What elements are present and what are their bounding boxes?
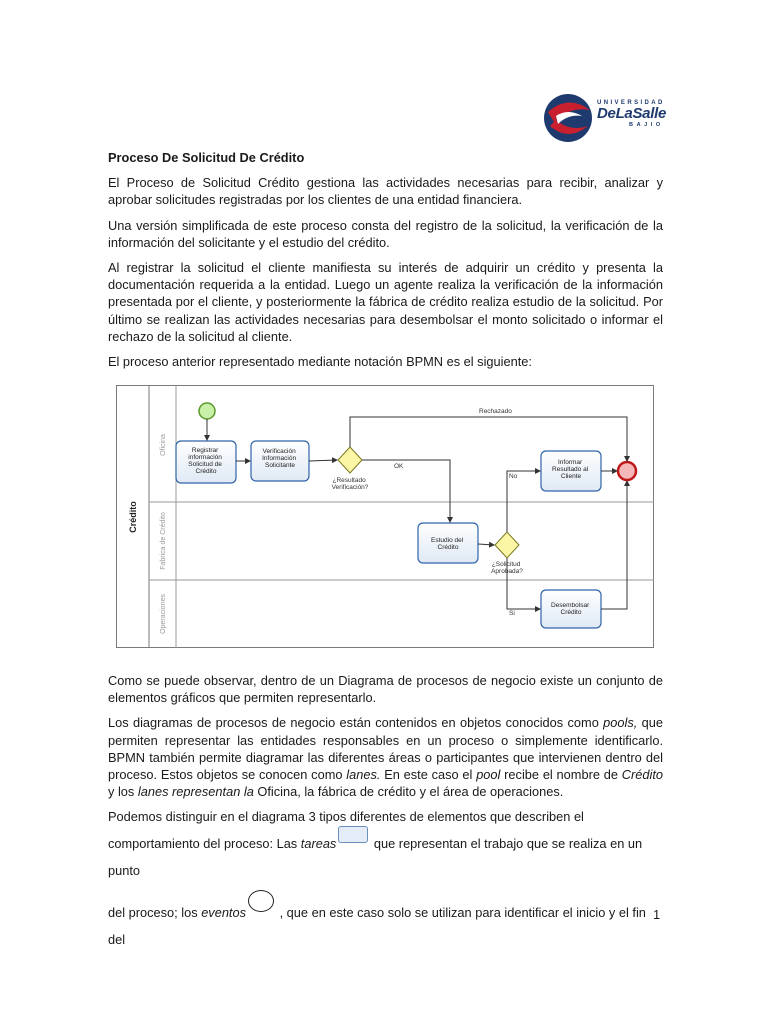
task-registrar-line2: información (188, 454, 222, 461)
document-body (108, 149, 663, 378)
pools-text-d: recibe el nombre de (500, 767, 622, 783)
task-verificacion-line1: Verificación (262, 448, 296, 455)
task-informar (541, 451, 601, 491)
pools-text-f: Oficina, la fábrica de crédito y el área de operaciones. (253, 784, 564, 800)
task-registrar-line3: Solicitud de (188, 461, 222, 468)
paragraph-element-types: Podemos distinguir en el diagrama 3 tipos diferentes de elementos que describen el (108, 809, 584, 825)
task-registrar-line1: Registrar (191, 447, 219, 454)
pools-text-b: que permiten representar las entidades responsables en un proceso o simplemente identificarlo. BPMN también permite diagramar las diferentes áreas o participantes que intervienen dentro del proceso. Estos objetos se conocen como (108, 715, 663, 783)
task-desembolsar-line2: Crédito (560, 609, 582, 616)
lanes-term: lanes. (346, 767, 381, 783)
task-estudio-line2: Crédito (437, 544, 459, 551)
lanes-represent-term: lanes representan la (137, 784, 254, 800)
gateway-aprobada-line1: ¿Solicitud (491, 561, 521, 568)
paragraph-bpmn-intro: El proceso anterior representado mediante notación BPMN es el siguiente: (108, 354, 532, 370)
task-verificacion-line3: Solicitante (265, 462, 295, 469)
label-si: Si (509, 610, 515, 617)
paragraph-elements: Como se puede observar, dentro de un Diagrama de procesos de negocio existe un conjunto de elementos gráficos que permiten representarlo. (108, 673, 663, 706)
logo-line1: UNIVERSIDAD (597, 100, 665, 106)
lane-label-fabrica: Fabrica de Crédito (160, 512, 167, 570)
start-event (199, 403, 215, 419)
line-tareas (108, 826, 663, 884)
task-desembolsar (541, 590, 601, 628)
task-estudio-line1: Estudio del (431, 537, 464, 544)
svg-text:Verificación Información (262, 448, 298, 469)
tareas-term: tareas (300, 835, 337, 851)
lane-label-operaciones: Operaciones (160, 594, 167, 634)
gateway-resultado-line1: ¿Resultado (332, 477, 366, 484)
task-desembolsar-line1: Desembolsar (550, 602, 590, 609)
svg-text:¿Resultado Verificación? (332, 477, 369, 491)
line-eventos (108, 890, 663, 953)
task-verificacion (251, 441, 309, 481)
credito-term: Crédito (621, 767, 664, 783)
pools-term: pools, (603, 715, 638, 731)
document-body-continued (108, 672, 663, 953)
eventos-term: eventos (201, 904, 247, 920)
lane-label-oficina: Oficina (160, 434, 167, 456)
task-registrar-line4: Crédito (195, 468, 217, 475)
label-no: No (509, 473, 518, 480)
task-informar-line2: Resultado al (552, 466, 589, 473)
end-event (618, 462, 636, 480)
bpmn-diagram (116, 385, 654, 648)
section-title: Proceso De Solicitud De Crédito (108, 150, 305, 165)
pools-text-c: En este caso el (380, 767, 477, 783)
gateway-aprobada-line2: Aprobada? (491, 568, 523, 575)
label-rechazado: Rechazado (479, 408, 512, 415)
task-informar-line3: Cliente (560, 473, 582, 480)
pool-label: Crédito (128, 501, 138, 533)
logo-line3: BAJIO (629, 122, 664, 128)
task-verificacion-line2: Información (262, 455, 297, 462)
task-shape-icon (338, 826, 368, 843)
gateway-resultado-line2: Verificación? (331, 484, 369, 491)
tareas-text-a: comportamiento del proceso: Las (108, 835, 301, 851)
task-informar-line1: Informar (557, 459, 583, 466)
paragraph-pools (108, 714, 663, 800)
paragraph-intro: El Proceso de Solicitud Crédito gestiona las actividades necesarias para recibir, analizar y aprobar solicitudes registradas por los clientes de una entidad financiera. (108, 175, 663, 208)
label-ok: OK (394, 463, 404, 470)
logo-line2: DeLaSalle (597, 105, 667, 122)
eventos-text-a: del proceso; los (108, 904, 202, 920)
task-estudio (418, 523, 478, 563)
pools-text-a: Los diagramas de procesos de negocio están contenidos en objetos conocidos como (108, 715, 604, 731)
logo-text (597, 100, 666, 128)
task-registrar (176, 441, 236, 483)
eventos-text-b: , que en este caso solo se utilizan para identificar el inicio y el fin del (108, 904, 646, 947)
event-shape-icon (248, 890, 274, 912)
pools-text-e: y los (108, 784, 138, 800)
tareas-text-b: que representan el trabajo que se realiza en un punto (108, 835, 643, 878)
paragraph-simplified: Una versión simplificada de este proceso consta del registro de la solicitud, la verificación de la información del solicitante y el estudio del crédito. (108, 217, 663, 250)
page-number: 1 (653, 907, 661, 922)
pool-term: pool (476, 767, 501, 783)
paragraph-register: Al registrar la solicitud el cliente manifiesta su interés de adquirir un crédito y presenta la documentación requerida a la entidad. Luego un agente realiza la verificación de la información presentada por el cliente, y posteriormente la fábrica de crédito realiza estudio de la solicitud. Por último se realizan las actividades necesarias para desembolsar el monto solicitado o informar el rechazo de la solicitud al cliente. (108, 260, 663, 344)
